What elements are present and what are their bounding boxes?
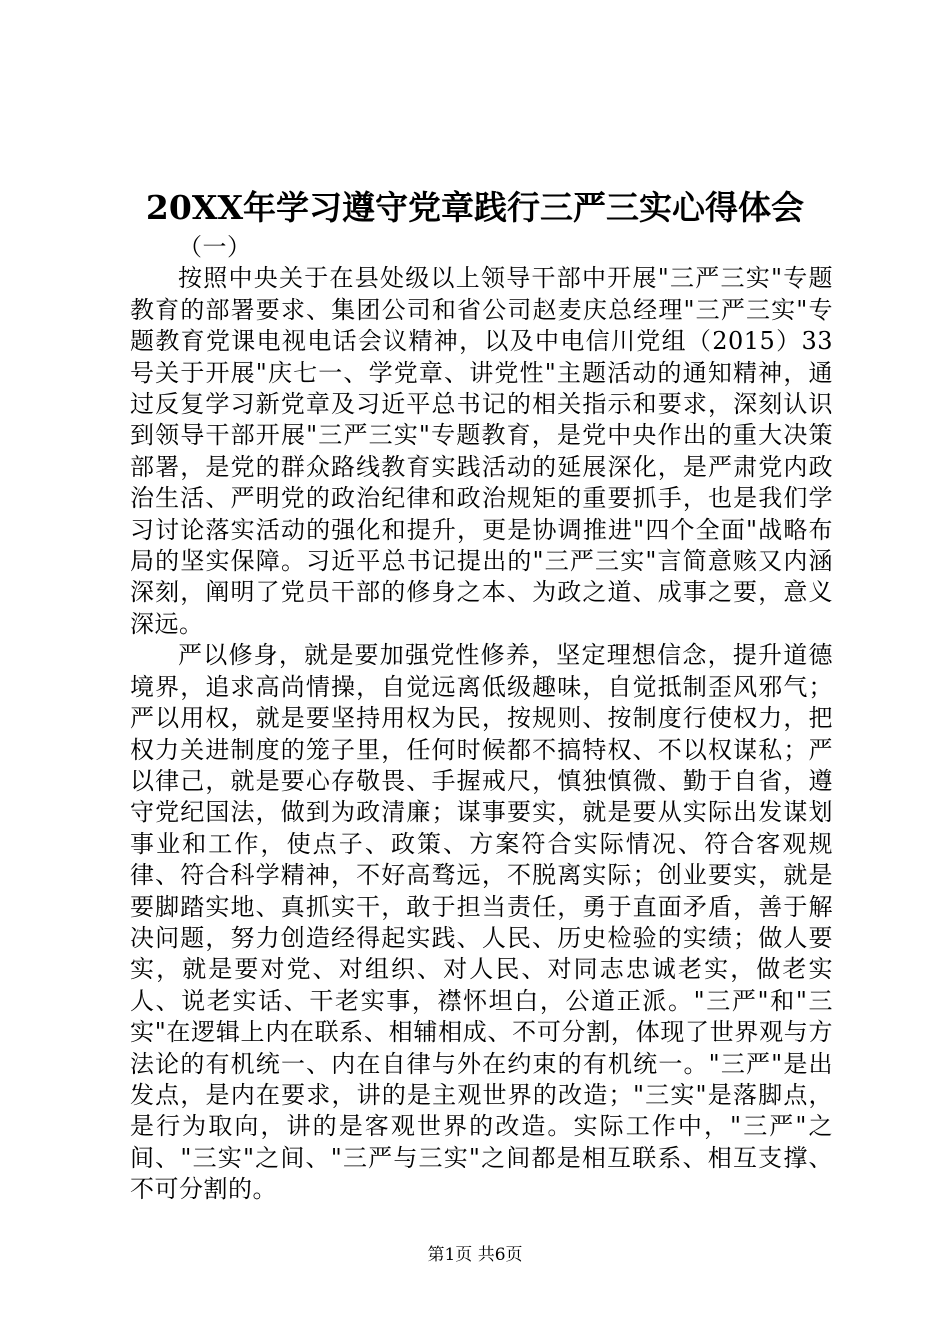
section-heading: （一） [178, 233, 252, 261]
document-title: 20XX年学习遵守党章践行三严三实心得体会 [145, 188, 805, 227]
page-number-footer: 第1页 共6页 [427, 1245, 523, 1265]
body-paragraph: 按照中央关于在县处级以上领导干部中开展"三严三实"专题教育的部署要求、集团公司和省公司赵麦庆总经理"三严三实"专题教育党课电视电话会议精神，以及中电信川党组（2015）33号关于开展"庆七一、学党章、讲党性"主题活动的通知精神，通过反复学习新党章及习近平总书记的相关指示和要求，深刻认识到领导干部开展"三严三实"专题教育，是党中央作出的重大决策部署，是党的群众路线教育实践活动的延展深化，是严肃党内政治生活、严明党的政治纪律和政治规矩的重要抓手，也是我们学习讨论落实活动的强化和提升，更是协调推进"四个全面"战略布局的坚实保障。习近平总书记提出的"三严三实"言简意赅又内涵深刻，阐明了党员干部的修身之本、为政之道、成事之要，意义深远。 [130, 264, 833, 638]
document-body [130, 232, 833, 1206]
body-paragraph: 严以修身，就是要加强党性修养，坚定理想信念，提升道德境界，追求高尚情操，自觉远离低级趣味，自觉抵制歪风邪气；严以用权，就是要坚持用权为民，按规则、按制度行使权力，把权力关进制度的笼子里，任何时候都不搞特权、不以权谋私；严以律己，就是要心存敬畏、手握戒尺，慎独慎微、勤于自省，遵守党纪国法，做到为政清廉；谋事要实，就是要从实际出发谋划事业和工作，使点子、政策、方案符合实际情况、符合客观规律、符合科学精神，不好高骛远，不脱离实际；创业要实，就是要脚踏实地、真抓实干，敢于担当责任，勇于直面矛盾，善于解决问题，努力创造经得起实践、人民、历史检验的实绩；做人要实，就是要对党、对组织、对人民、对同志忠诚老实，做老实人、说老实话、干老实事，襟怀坦白，公道正派。"三严"和"三实"在逻辑上内在联系、相辅相成、不可分割，体现了世界观与方法论的有机统一、内在自律与外在约束的有机统一。"三严"是出发点，是内在要求，讲的是主观世界的改造；"三实"是落脚点，是行为取向，讲的是客观世界的改造。实际工作中，"三严"之间、"三实"之间、"三严与三实"之间都是相互联系、相互支撑、不可分割的。 [130, 641, 833, 1204]
